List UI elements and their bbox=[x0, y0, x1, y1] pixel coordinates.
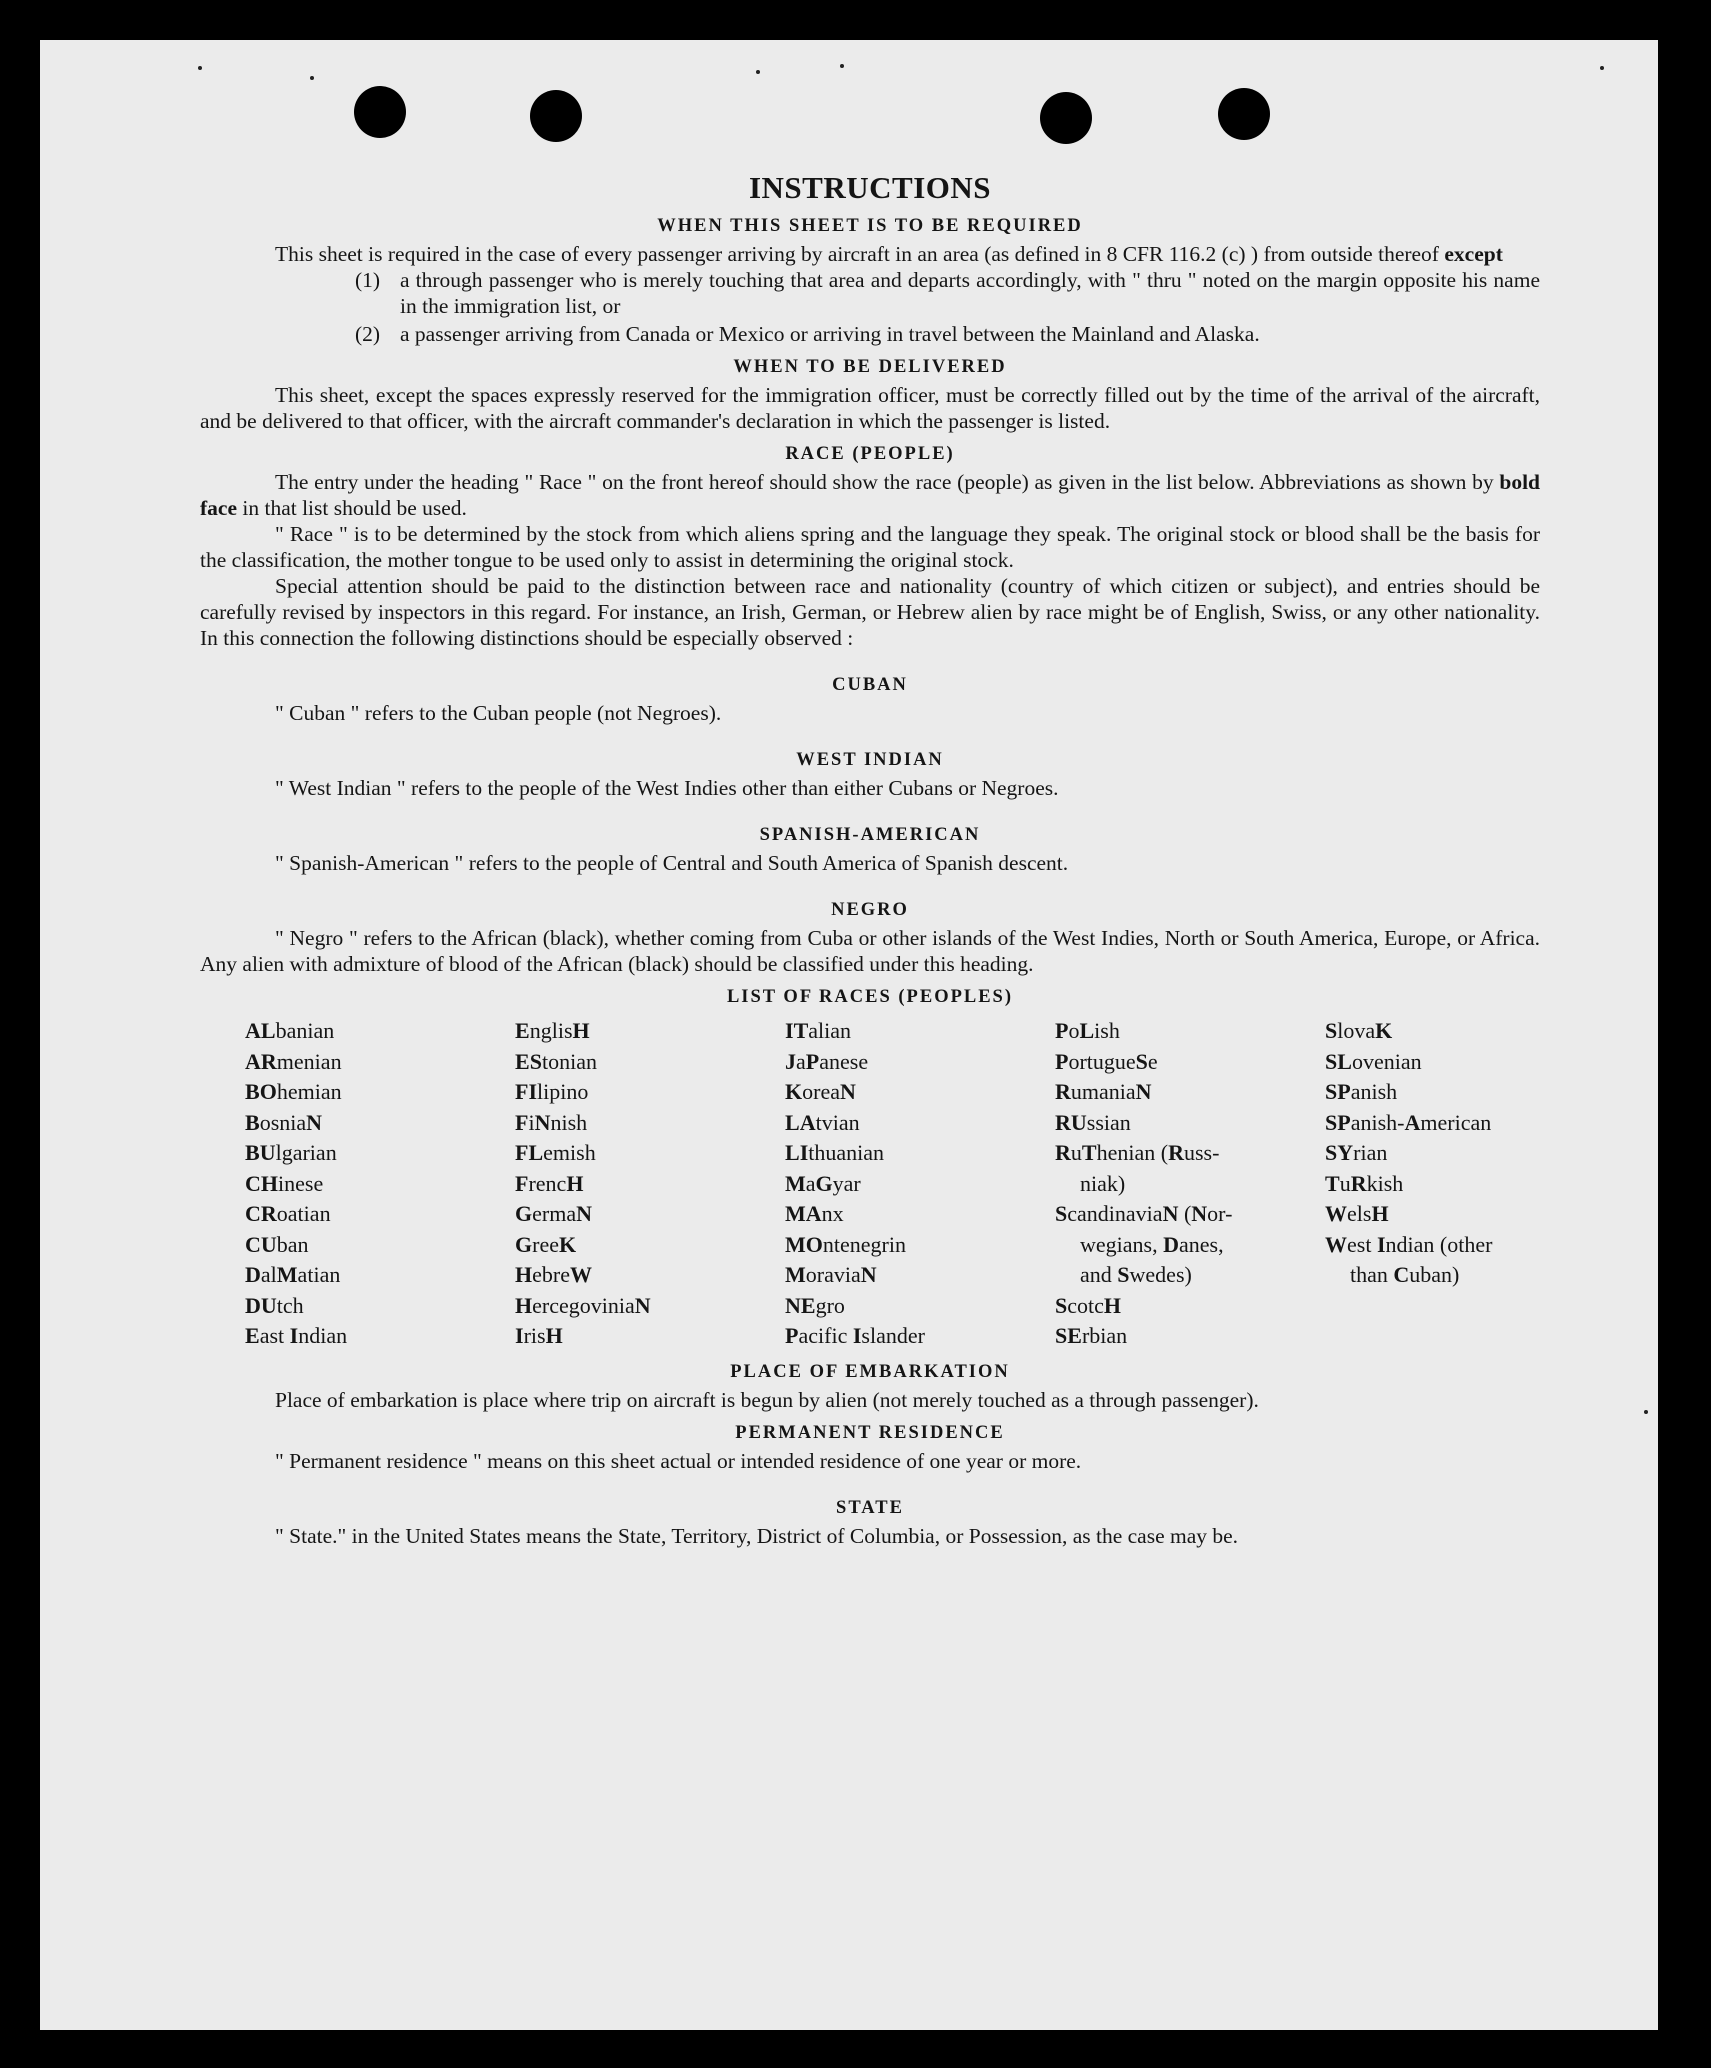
race-list-column bbox=[515, 1016, 785, 1352]
race-entry: CUban bbox=[245, 1231, 309, 1257]
spanish-american-text: " Spanish-American " refers to the people of Central and South America of Spanish descent. bbox=[275, 851, 1069, 875]
race-entry: DalMatian bbox=[245, 1262, 341, 1287]
punch-hole bbox=[354, 86, 406, 138]
section-heading-required: WHEN THIS SHEET IS TO BE REQUIRED bbox=[657, 216, 1083, 236]
state-text: " State." in the United States means the State, Territory, District of Columbia, or Possession, as the case may be. bbox=[275, 1523, 1239, 1548]
section-heading-race: RACE (PEOPLE) bbox=[785, 444, 955, 464]
race-entry: SLovenian bbox=[1325, 1048, 1422, 1074]
race-entry: wegians, Danes, bbox=[1080, 1231, 1224, 1257]
scan-speck bbox=[1600, 66, 1604, 70]
section-heading-delivered: WHEN TO BE DELIVERED bbox=[733, 357, 1007, 377]
race-entry: PortugueSe bbox=[1055, 1048, 1158, 1074]
race-entry: SPanish bbox=[1325, 1079, 1398, 1104]
cuban-text: " Cuban " refers to the Cuban people (not Negroes). bbox=[275, 701, 722, 725]
race-entry: GreeK bbox=[515, 1231, 577, 1257]
race-entry: niak) bbox=[1080, 1170, 1126, 1196]
race-entry: NEgro bbox=[785, 1292, 845, 1318]
race-entry: RumaniaN bbox=[1055, 1079, 1152, 1104]
race-entry: MAnx bbox=[785, 1201, 844, 1226]
race-entry: SlovaK bbox=[1325, 1018, 1393, 1043]
race-entry: LAtvian bbox=[785, 1109, 860, 1135]
race-entry: Pacific Islander bbox=[785, 1323, 925, 1348]
race-entry: GermaN bbox=[515, 1201, 592, 1226]
section-heading-negro: NEGRO bbox=[831, 900, 909, 920]
race-entry: East Indian bbox=[245, 1323, 348, 1348]
race-paragraph-2: " Race " is to be determined by the stock from which aliens spring and the language they speak. The original stock or blood shall be the basis for the classification, the mother tongue to be used only to assist in determining the original stock. bbox=[200, 522, 1540, 572]
race-entry: EStonian bbox=[515, 1048, 597, 1074]
exception-item: (1) a through passenger who is merely touching that area and departs accordingly, with " thru " noted on the margin opposite his name in the immigration list, or bbox=[355, 268, 1540, 318]
race-entry: RuThenian (Russ- bbox=[1055, 1140, 1220, 1165]
section-heading-residence: PERMANENT RESIDENCE bbox=[735, 1422, 1005, 1443]
race-entry: FiNnish bbox=[515, 1109, 588, 1135]
section-heading-spanish-american: SPANISH-AMERICAN bbox=[759, 825, 981, 845]
race-list-column bbox=[245, 1016, 515, 1352]
race-entry: West Indian (other bbox=[1325, 1231, 1493, 1257]
race-entry: SErbian bbox=[1055, 1323, 1128, 1348]
section-heading-cuban: CUBAN bbox=[832, 675, 908, 695]
race-entry: EnglisH bbox=[515, 1018, 590, 1043]
section-heading-west-indian: WEST INDIAN bbox=[796, 750, 944, 770]
race-entry: than Cuban) bbox=[1350, 1262, 1460, 1287]
punch-hole bbox=[1040, 92, 1092, 144]
race-entry: JaPanese bbox=[785, 1048, 869, 1074]
scan-speck bbox=[198, 66, 202, 70]
race-list-column bbox=[785, 1016, 1055, 1352]
emphasis-except: except bbox=[1444, 242, 1503, 266]
race-entry: FLemish bbox=[515, 1140, 596, 1165]
exception-item: (2) a passenger arriving from Canada or Mexico or arriving in travel between the Mainland and Alaska. bbox=[355, 322, 1260, 346]
race-list-column bbox=[1325, 1016, 1585, 1352]
race-entry: and Swedes) bbox=[1080, 1262, 1192, 1287]
required-intro: This sheet is required in the case of every passenger arriving by aircraft in an area (as defined in 8 CFR 116.2 (c) ) from outside thereof except bbox=[275, 242, 1503, 266]
race-entry: HercegoviniaN bbox=[515, 1292, 651, 1318]
race-entry: HebreW bbox=[515, 1262, 592, 1287]
punch-hole bbox=[530, 90, 582, 142]
race-entry: FrencH bbox=[515, 1170, 584, 1196]
residence-text: " Permanent residence " means on this sheet actual or intended residence of one year or more. bbox=[275, 1448, 1082, 1473]
scan-speck bbox=[840, 64, 844, 68]
race-entry: IrisH bbox=[515, 1323, 563, 1348]
page-title: INSTRUCTIONS bbox=[748, 170, 991, 205]
race-list bbox=[245, 1016, 1540, 1352]
race-entry: PoLish bbox=[1055, 1018, 1120, 1043]
section-heading-state: STATE bbox=[836, 1497, 904, 1518]
document-page bbox=[40, 40, 1658, 2030]
scan-speck bbox=[1644, 1410, 1648, 1414]
race-entry: TuRkish bbox=[1325, 1170, 1404, 1196]
scan-speck bbox=[310, 76, 314, 80]
punch-hole bbox=[1218, 88, 1270, 140]
instructions-body bbox=[200, 170, 1540, 1549]
race-entry: CRoatian bbox=[245, 1201, 331, 1226]
race-paragraph-3: Special attention should be paid to the distinction between race and nationality (country of which citizen or subject), and entries should be carefully revised by inspectors in this regard. For instance, an Irish, German, or Hebrew alien by race might be of English, Swiss, or any other nationality. In this connection the following distinctions should be especially observed : bbox=[200, 574, 1540, 650]
race-entry: CHinese bbox=[245, 1170, 324, 1196]
scan-speck bbox=[756, 70, 760, 74]
race-entry: ScotcH bbox=[1055, 1292, 1122, 1318]
race-entry: LIthuanian bbox=[785, 1140, 885, 1165]
race-entry: ARmenian bbox=[245, 1048, 342, 1074]
race-entry: DUtch bbox=[245, 1292, 304, 1318]
race-entry: KoreaN bbox=[785, 1079, 856, 1104]
race-entry: ALbanian bbox=[245, 1018, 335, 1043]
race-entry: SPanish-American bbox=[1325, 1109, 1492, 1135]
race-entry: SYrian bbox=[1325, 1140, 1388, 1165]
west-indian-text: " West Indian " refers to the people of the West Indies other than either Cubans or Negroes. bbox=[275, 776, 1059, 800]
race-entry: BosniaN bbox=[245, 1109, 323, 1135]
race-entry: MOntenegrin bbox=[785, 1231, 906, 1257]
race-entry: BOhemian bbox=[245, 1079, 342, 1104]
race-entry: ScandinaviaN (Nor- bbox=[1055, 1201, 1233, 1226]
section-heading-embarkation: PLACE OF EMBARKATION bbox=[730, 1361, 1010, 1382]
delivered-text: This sheet, except the spaces expressly reserved for the immigration officer, must be correctly filled out by the time of the arrival of the aircraft, and be delivered to that officer, with the aircraft commander's declaration in which the passenger is listed. bbox=[200, 383, 1540, 433]
race-entry: BUlgarian bbox=[245, 1140, 337, 1165]
race-paragraph-1: The entry under the heading " Race " on the front hereof should show the race (people) as given in the list below. Abbreviations as shown by bold face in that list should be used. bbox=[200, 470, 1541, 520]
race-entry: RUssian bbox=[1055, 1109, 1131, 1135]
race-entry: ITalian bbox=[785, 1018, 852, 1043]
negro-text: " Negro " refers to the African (black), whether coming from Cuba or other islands of the West Indies, North or South America, Europe, or Africa. Any alien with admixture of blood of the African (black) should be classified under this heading. bbox=[200, 926, 1540, 976]
race-entry: WelsH bbox=[1325, 1201, 1389, 1226]
race-entry: MoraviaN bbox=[785, 1262, 877, 1287]
race-list-column bbox=[1055, 1016, 1325, 1352]
race-entry: FIlipino bbox=[515, 1079, 589, 1104]
section-heading-race-list: LIST OF RACES (PEOPLES) bbox=[726, 987, 1014, 1007]
embarkation-text: Place of embarkation is place where trip on aircraft is begun by alien (not merely touched as a through passenger). bbox=[275, 1387, 1259, 1412]
race-entry: MaGyar bbox=[785, 1170, 861, 1196]
